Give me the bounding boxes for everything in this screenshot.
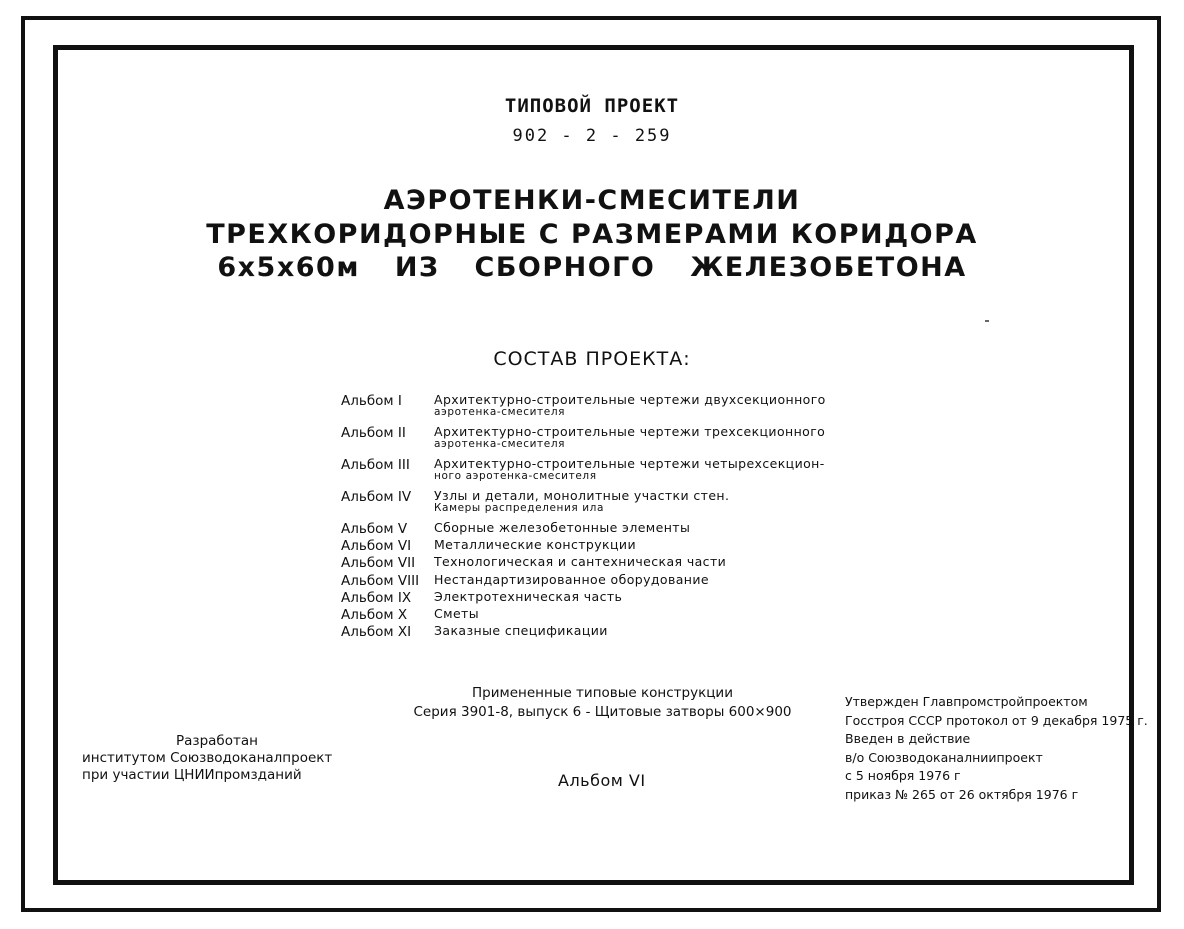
project-type-label: ТИПОВОЙ ПРОЕКТ [504, 95, 680, 117]
current-album-label: Альбом VI [558, 771, 646, 790]
project-number: 902 - 2 - 259 [512, 126, 672, 146]
album-item [341, 521, 901, 538]
approval-line-1: Утвержден Главпромстройпроектом [845, 694, 1088, 709]
title-material-2: ЖЕЛЕЗОБЕТОНА [690, 252, 967, 283]
album-description: Заказные спецификации [434, 623, 608, 639]
album-item [341, 607, 901, 624]
album-item [341, 425, 901, 457]
album-item [341, 590, 901, 607]
album-description: Металлические конструкции [434, 537, 636, 553]
album-description: Архитектурно-строительные чертежи трехсекционного аэротенка-смесителя [434, 424, 826, 450]
approval-line-2: Госстроя СССР протокол от 9 декабря 1975 г. [845, 712, 1148, 728]
album-label: Альбом IV [341, 489, 412, 505]
applied-line-2: Серия 3901-8, выпуск 6 - Щитовые затворы 600×900 [413, 704, 792, 720]
developer-block [82, 733, 372, 784]
approval-line-6: приказ № 265 от 26 октября 1976 г [845, 786, 1079, 802]
album-item [341, 457, 901, 489]
album-item [341, 489, 901, 521]
album-label: Альбом III [341, 457, 410, 473]
album-label: Альбом IX [341, 589, 412, 606]
developed-label: Разработан [176, 733, 258, 749]
approval-block [845, 693, 1148, 804]
album-description: Архитектурно-строительные чертежи четырехсекцион- ного аэротенка-смесителя [434, 456, 825, 482]
album-label: Альбом V [341, 521, 408, 537]
approval-line-3: Введен в действие [845, 731, 971, 746]
album-item [341, 555, 901, 572]
title-material-1: СБОРНОГО [474, 252, 656, 283]
composition-heading: СОСТАВ ПРОЕКТА: [493, 348, 691, 370]
album-label: Альбом VI [341, 538, 412, 555]
title-from: ИЗ [394, 252, 440, 283]
album-list [341, 393, 901, 641]
album-item [341, 538, 901, 555]
title-line-1: АЭРОТЕНКИ-СМЕСИТЕЛИ [383, 185, 801, 216]
developer-institute: институтом Союзводоканалпроект [82, 750, 333, 766]
album-description: Сборные железобетонные элементы [434, 520, 691, 535]
album-item [341, 573, 901, 590]
stray-mark [985, 320, 989, 322]
applied-constructions [410, 684, 795, 722]
developer-participant: при участии ЦНИИпромзданий [82, 767, 302, 783]
album-item [341, 393, 901, 425]
album-description: Сметы [434, 605, 479, 621]
title-line-2: ТРЕХКОРИДОРНЫЕ С РАЗМЕРАМИ КОРИДОРА [206, 219, 978, 250]
album-label: Альбом I [341, 393, 402, 409]
album-label: Альбом VII [341, 555, 416, 572]
album-label: Альбом X [341, 606, 408, 623]
album-label: Альбом XI [341, 624, 412, 641]
album-description: Узлы и детали, монолитные участки стен. Камеры распределения ила [434, 488, 730, 514]
album-label: Альбом VIII [341, 572, 420, 589]
album-description: Нестандартизированное оборудование [434, 571, 709, 587]
album-description: Технологическая и сантехническая части [434, 554, 727, 570]
album-item [341, 624, 901, 641]
applied-line-1: Примененные типовые конструкции [472, 685, 733, 701]
approval-line-5: с 5 ноября 1976 г [845, 768, 961, 783]
album-description: Электротехническая часть [434, 588, 623, 604]
title-size: 6х5х60м [217, 252, 360, 283]
album-description: Архитектурно-строительные чертежи двухсекционного аэротенка-смесителя [434, 392, 826, 418]
album-label: Альбом II [341, 425, 406, 441]
approval-line-4: в/о Союзводоканалниипроект [845, 749, 1043, 765]
title-line-3 [0, 252, 1184, 284]
